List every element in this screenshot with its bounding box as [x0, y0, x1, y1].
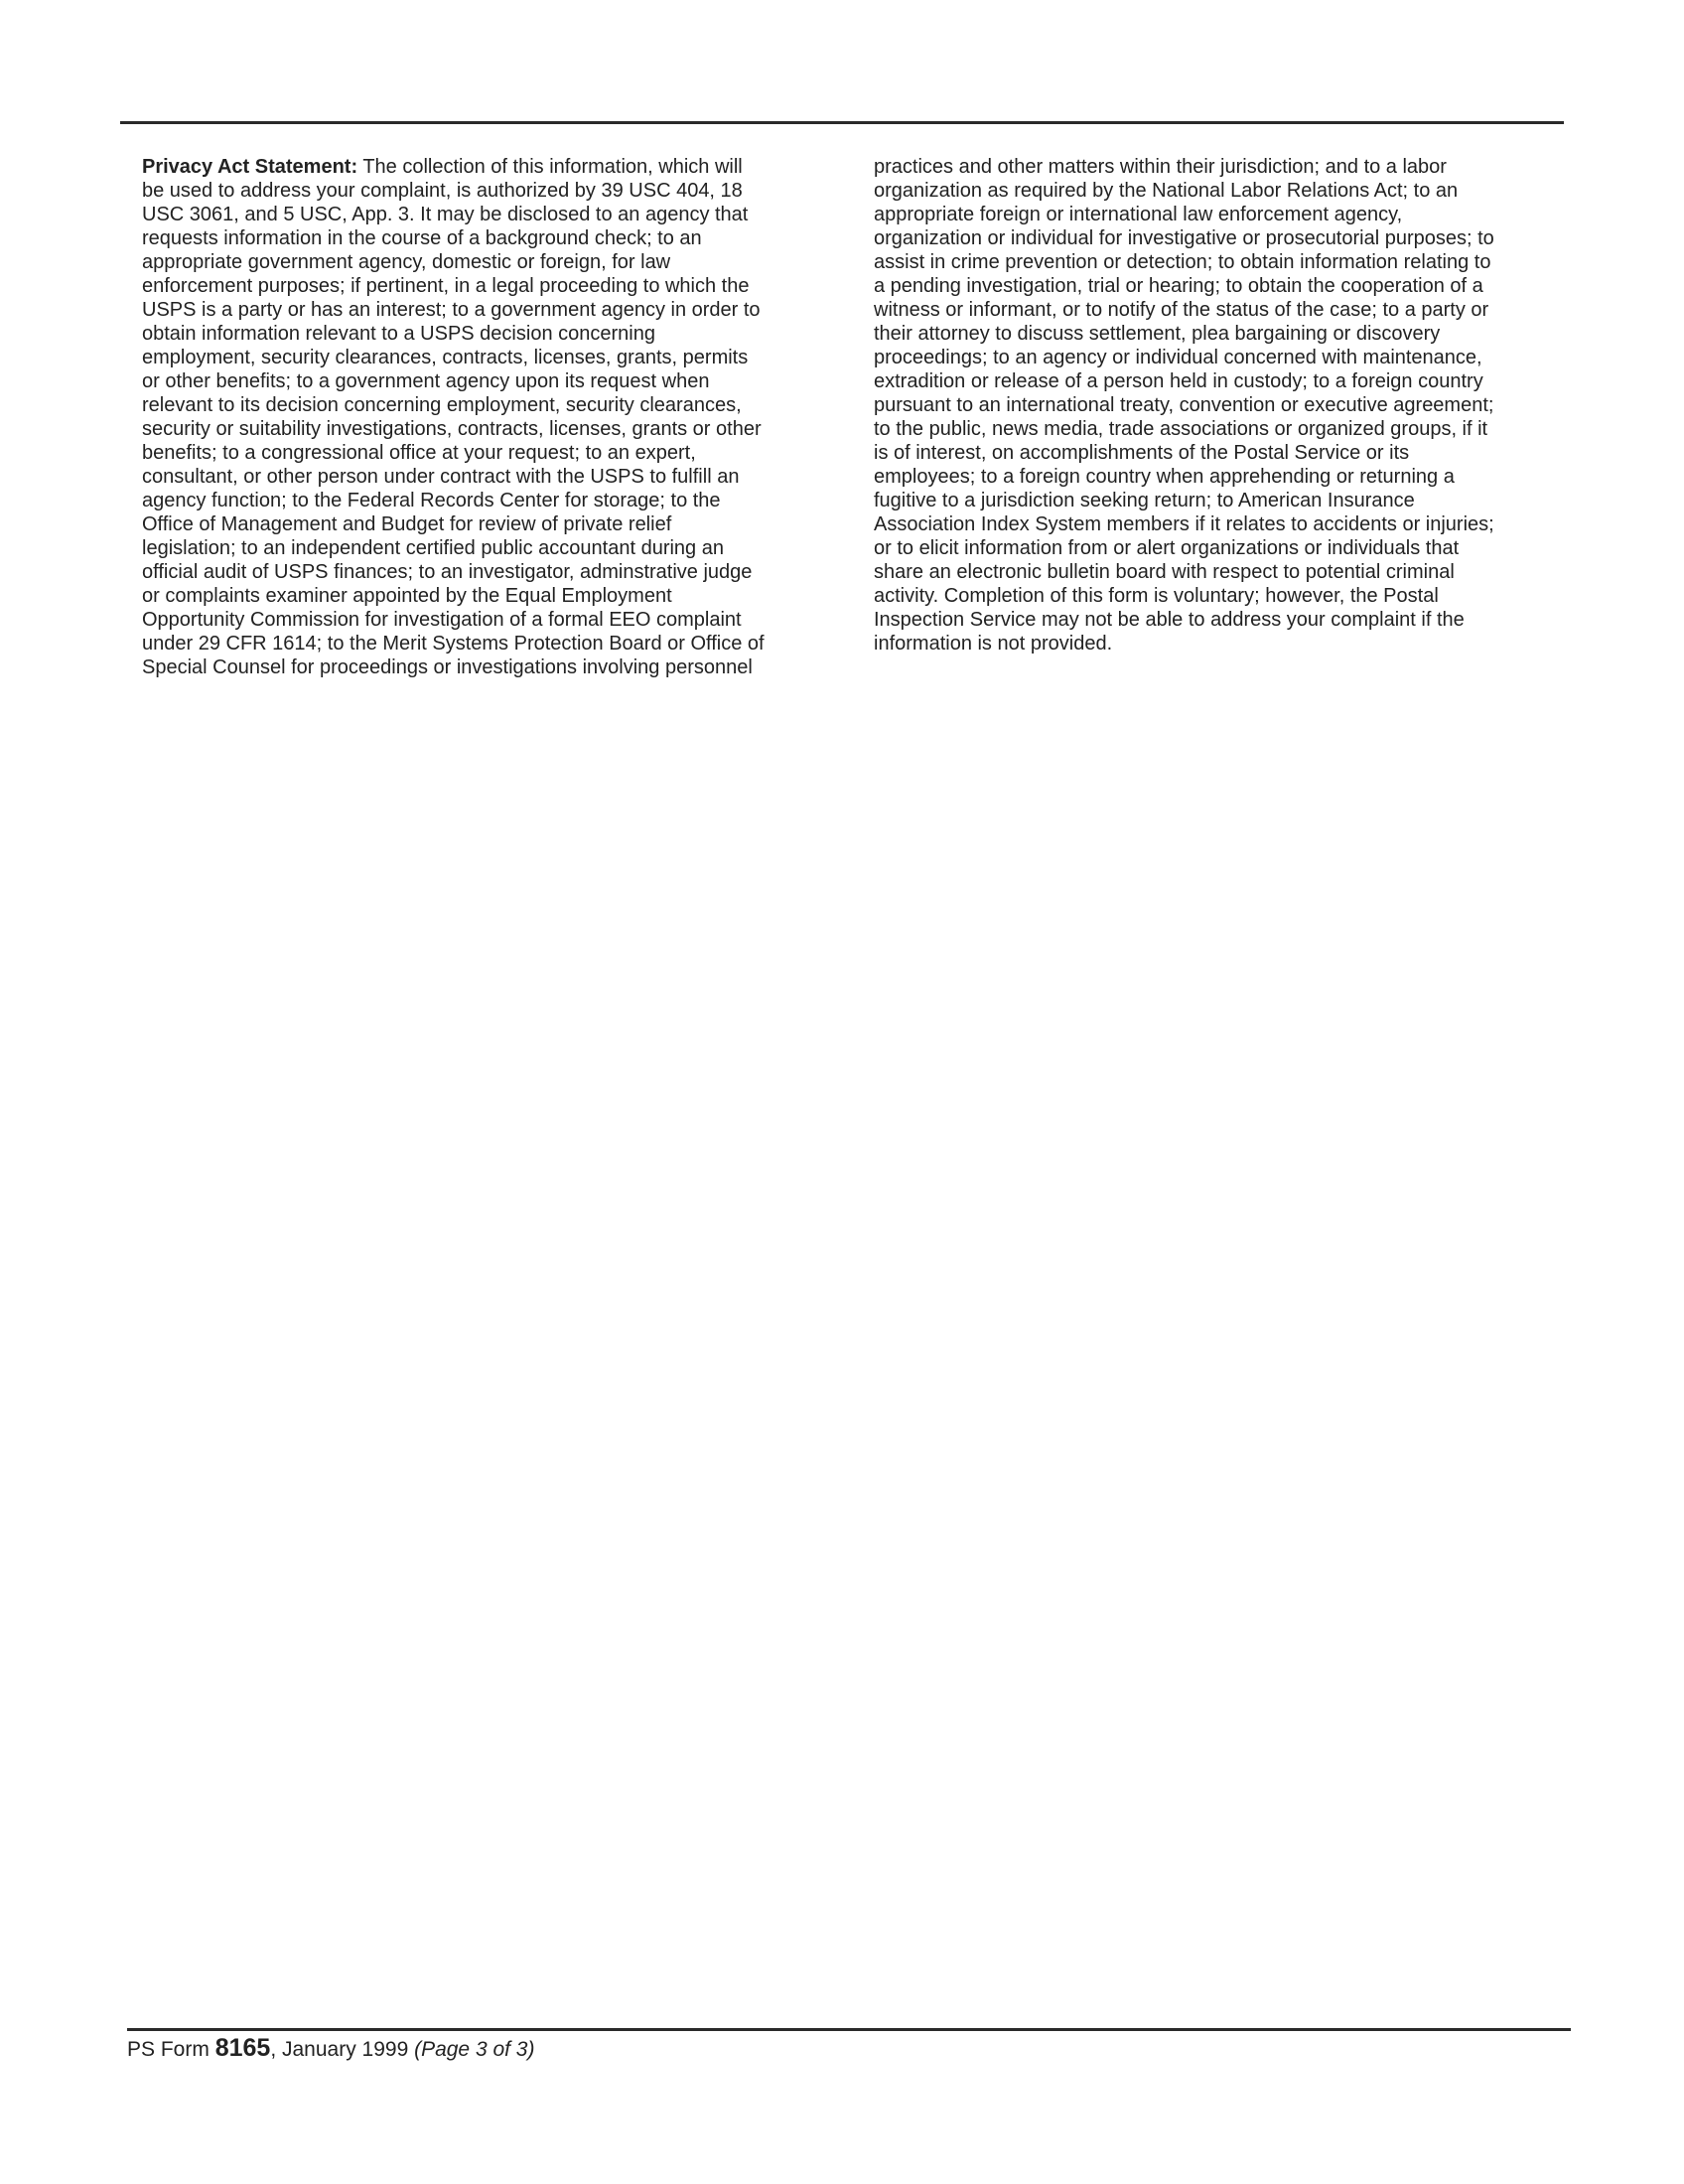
statement-line [874, 298, 1549, 322]
statement-text: USPS is a party or has an interest; to a government agency in order to [142, 299, 761, 321]
statement-line [142, 346, 827, 369]
statement-text: information is not provided. [874, 633, 1113, 655]
form-number: 8165 [214, 2034, 271, 2062]
statement-line [874, 274, 1549, 298]
statement-text: appropriate foreign or international law enforcement agency, [874, 204, 1403, 225]
statement-line [874, 346, 1549, 369]
page-indicator: (Page 3 of 3) [414, 2038, 535, 2061]
statement-text: relevant to its decision concerning employment, security clearances, [142, 394, 742, 416]
footer-prefix: PS Form [127, 2038, 215, 2061]
statement-text: under 29 CFR 1614; to the Merit Systems Protection Board or Office of [142, 633, 765, 655]
statement-text: employment, security clearances, contracts, licenses, grants, permits [142, 347, 749, 368]
statement-text: The collection of this information, which will [362, 156, 743, 178]
statement-line [142, 632, 827, 655]
statement-text: or complaints examiner appointed by the Equal Employment [142, 585, 672, 607]
statement-text: Special Counsel for proceedings or investigations involving personnel [142, 656, 753, 678]
statement-line [142, 179, 827, 203]
statement-text: proceedings; to an agency or individual concerned with maintenance, [874, 347, 1482, 368]
statement-text: organization as required by the National Labor Relations Act; to an [874, 180, 1459, 202]
statement-text: employees; to a foreign country when apprehending or returning a [874, 466, 1455, 488]
statement-text: appropriate government agency, domestic or foreign, for law [142, 251, 671, 273]
statement-line [142, 203, 827, 226]
statement-line [142, 584, 827, 608]
statement-line [874, 536, 1549, 560]
bottom-divider [127, 2028, 1571, 2031]
statement-line [142, 560, 827, 584]
statement-text: be used to address your complaint, is authorized by 39 USC 404, 18 [142, 180, 743, 202]
statement-line [874, 441, 1549, 465]
statement-text: consultant, or other person under contract with the USPS to fulfill an [142, 466, 740, 488]
statement-line [142, 226, 827, 250]
statement-line [142, 274, 827, 298]
statement-text: their attorney to discuss settlement, plea bargaining or discovery [874, 323, 1441, 345]
statement-line [874, 489, 1549, 512]
statement-text: security or suitability investigations, contracts, licenses, grants or other [142, 418, 762, 440]
statement-text: is of interest, on accomplishments of the Postal Service or its [874, 442, 1410, 464]
statement-heading: Privacy Act Statement: [142, 156, 358, 178]
statement-text: or other benefits; to a government agency upon its request when [142, 370, 710, 392]
statement-text: obtain information relevant to a USPS decision concerning [142, 323, 655, 345]
statement-text: or to elicit information from or alert organizations or individuals that [874, 537, 1460, 559]
statement-line [874, 203, 1549, 226]
statement-line [874, 179, 1549, 203]
statement-line [142, 155, 827, 179]
statement-line [142, 465, 827, 489]
statement-line [142, 322, 827, 346]
statement-line [142, 250, 827, 274]
statement-text: official audit of USPS finances; to an investigator, adminstrative judge [142, 561, 753, 583]
statement-text: Opportunity Commission for investigation of a formal EEO complaint [142, 609, 742, 631]
statement-line [874, 465, 1549, 489]
statement-text: agency function; to the Federal Records Center for storage; to the [142, 490, 721, 511]
statement-text: legislation; to an independent certified public accountant during an [142, 537, 724, 559]
statement-line [874, 512, 1549, 536]
statement-text: share an electronic bulletin board with respect to potential criminal [874, 561, 1455, 583]
statement-text: benefits; to a congressional office at your request; to an expert, [142, 442, 696, 464]
statement-line [874, 322, 1549, 346]
statement-line [142, 512, 827, 536]
statement-line [874, 155, 1549, 179]
statement-line [874, 417, 1549, 441]
statement-text: organization or individual for investigative or prosecutorial purposes; to [874, 227, 1494, 249]
statement-line [874, 608, 1549, 632]
statement-line [142, 298, 827, 322]
statement-line [142, 608, 827, 632]
statement-text: enforcement purposes; if pertinent, in a legal proceeding to which the [142, 275, 750, 297]
form-date: , January 1999 [270, 2038, 415, 2061]
statement-text: USC 3061, and 5 USC, App. 3. It may be disclosed to an agency that [142, 204, 749, 225]
statement-line [874, 393, 1549, 417]
privacy-statement-left-column [142, 155, 827, 679]
statement-line [142, 655, 827, 679]
statement-text: requests information in the course of a background check; to an [142, 227, 702, 249]
statement-text: Association Index System members if it relates to accidents or injuries; [874, 513, 1494, 535]
statement-line [142, 536, 827, 560]
privacy-statement-right-column [874, 155, 1549, 655]
statement-text: to the public, news media, trade associations or organized groups, if it [874, 418, 1488, 440]
statement-line [874, 632, 1549, 655]
statement-text: activity. Completion of this form is voluntary; however, the Postal [874, 585, 1439, 607]
statement-line [142, 417, 827, 441]
statement-text: a pending investigation, trial or hearing; to obtain the cooperation of a [874, 275, 1483, 297]
statement-text: pursuant to an international treaty, convention or executive agreement; [874, 394, 1494, 416]
statement-text: Office of Management and Budget for review of private relief [142, 513, 672, 535]
statement-text: fugitive to a jurisdiction seeking return; to American Insurance [874, 490, 1415, 511]
statement-line [874, 584, 1549, 608]
statement-line [142, 369, 827, 393]
statement-line [874, 369, 1549, 393]
statement-line [142, 489, 827, 512]
top-divider [120, 121, 1564, 124]
statement-line [142, 393, 827, 417]
statement-text: practices and other matters within their jurisdiction; and to a labor [874, 156, 1447, 178]
statement-line [874, 226, 1549, 250]
statement-line [142, 441, 827, 465]
statement-text: witness or informant, or to notify of the status of the case; to a party or [874, 299, 1489, 321]
statement-text: Inspection Service may not be able to address your complaint if the [874, 609, 1465, 631]
form-footer [127, 2034, 534, 2064]
statement-text: extradition or release of a person held in custody; to a foreign country [874, 370, 1483, 392]
statement-line [874, 250, 1549, 274]
statement-text: assist in crime prevention or detection; to obtain information relating to [874, 251, 1491, 273]
statement-line [874, 560, 1549, 584]
